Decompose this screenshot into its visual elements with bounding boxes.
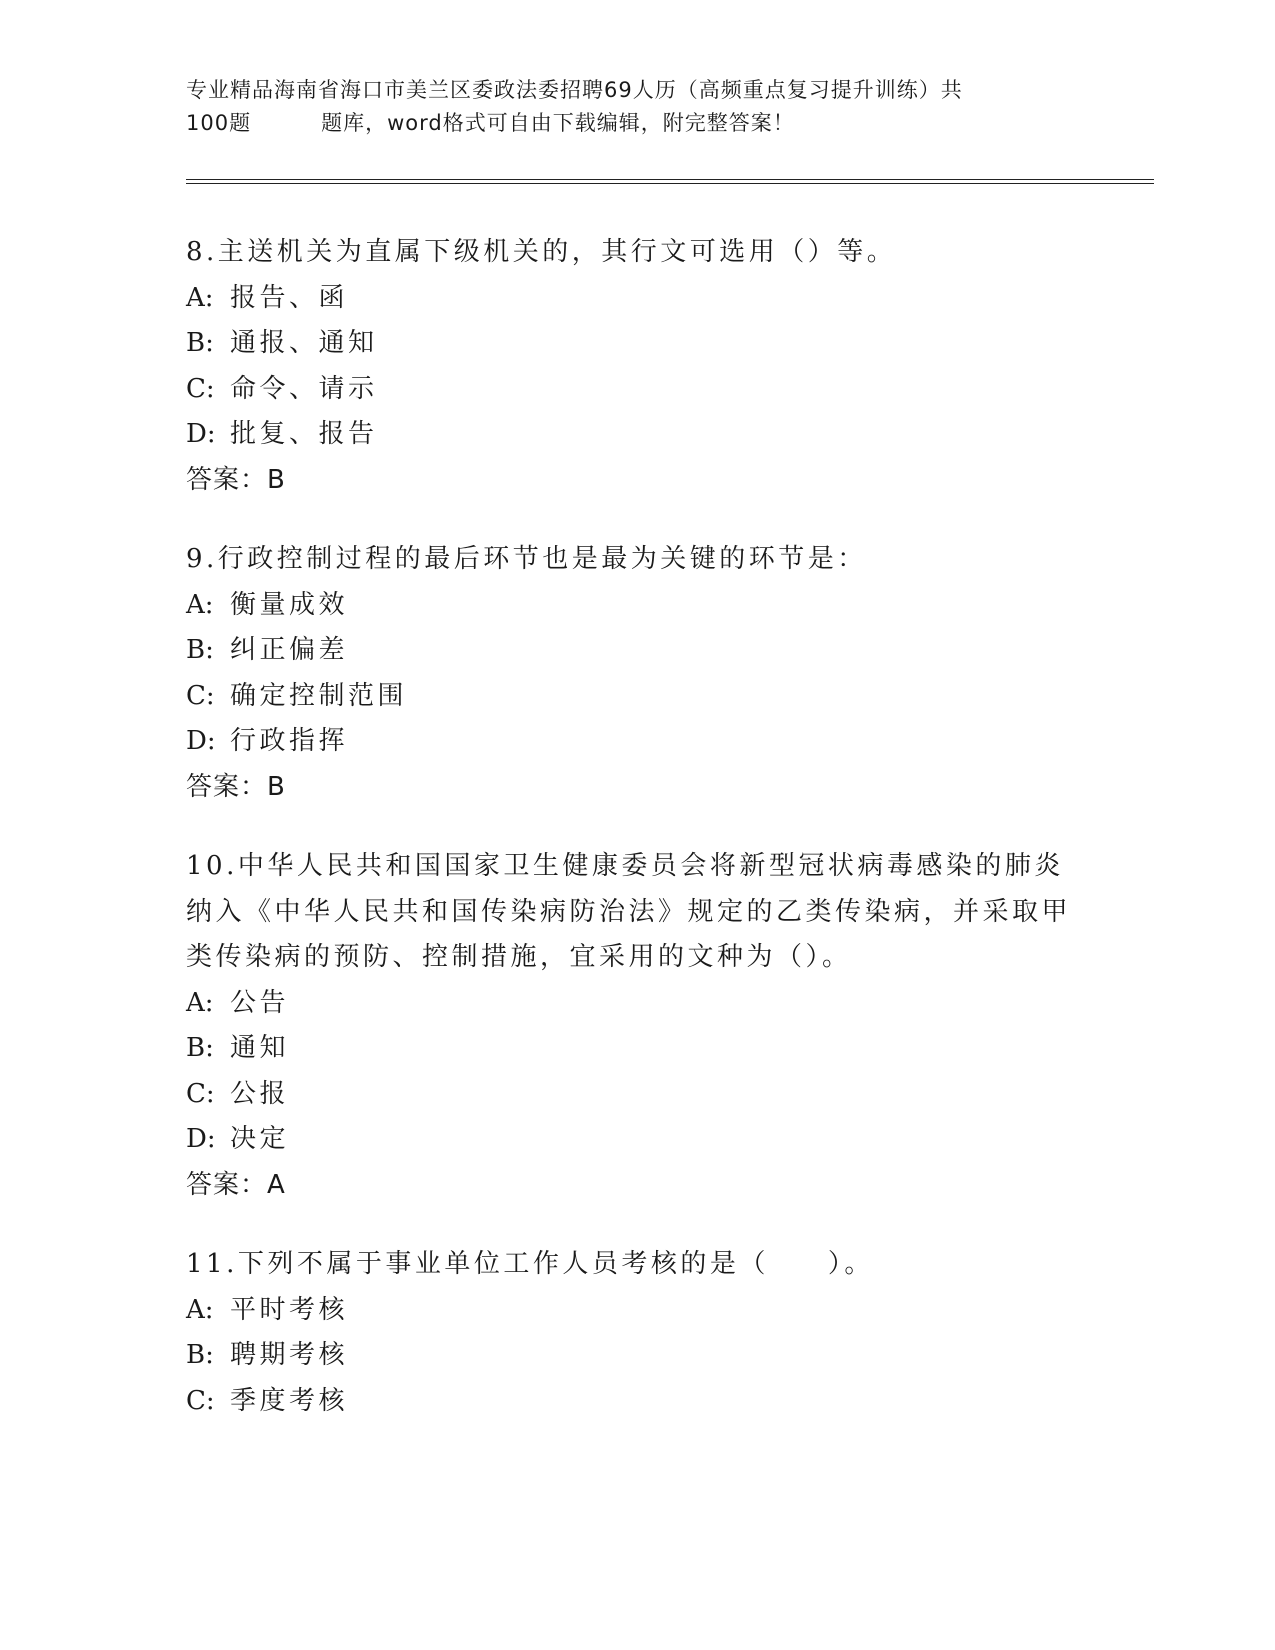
header-divider-bottom [186,183,1154,184]
option-label: C: [186,1385,215,1416]
option-label: D: [186,419,216,449]
option-b [186,628,1086,674]
option-text: 聘期考核 [230,1340,349,1370]
question-stem: 11.下列不属于事业单位工作人员考核的是（ ）。 [186,1249,874,1279]
option-b [186,1026,1086,1072]
question-10 [186,844,1086,1208]
header-description: 题库，word格式可自由下载编辑，附完整答案！ [321,111,795,135]
option-label: B: [186,635,214,665]
option-b [186,1333,1086,1379]
option-d [186,719,1086,765]
option-b [186,321,1086,367]
option-c [186,1379,1086,1425]
option-text: 季度考核 [230,1385,349,1416]
option-d [186,1117,1086,1163]
option-c [186,674,1086,720]
header-divider-top [186,179,1154,180]
option-text: 行政指挥 [230,726,349,756]
option-label: D: [186,1124,216,1154]
answer: 答案：B [186,464,286,495]
option-text: 公报 [230,1078,290,1109]
option-label: D: [186,726,216,756]
option-d [186,412,1086,458]
question-stem: 8.主送机关为直属下级机关的，其行文可选用（）等。 [186,237,897,267]
option-text: 报告、函 [230,282,349,313]
option-text: 纠正偏差 [230,635,349,665]
option-a [186,276,1086,322]
option-label: C: [186,680,215,711]
question-8 [186,230,1086,503]
option-label: A: [186,1294,214,1325]
header-line-2 [186,107,1086,140]
question-11 [186,1242,1086,1424]
option-a [186,981,1086,1027]
option-a [186,583,1086,629]
option-c [186,367,1086,413]
option-label: B: [186,1033,214,1063]
header-line-1: 专业精品海南省海口市美兰区委政法委招聘69人历（高频重点复习提升训练）共 [186,78,963,102]
header-count: 100题 [186,111,252,135]
question-stem: 9.行政控制过程的最后环节也是最为关键的环节是： [186,544,867,574]
document-header [186,74,1086,140]
option-text: 公告 [230,987,290,1018]
option-text: 确定控制范围 [230,680,408,711]
answer: 答案：A [186,1169,286,1200]
option-text: 批复、报告 [230,419,378,449]
option-label: B: [186,1340,214,1370]
option-label: A: [186,987,214,1018]
question-list [186,230,1086,1458]
question-stem: 10.中华人民共和国国家卫生健康委员会将新型冠状病毒感染的肺炎纳入《中华人民共和国传染病防治法》规定的乙类传染病，并采取甲类传染病的预防、控制措施，宜采用的文种为（）。 [186,851,1072,972]
option-label: A: [186,589,214,620]
option-text: 通报、通知 [230,328,378,358]
option-text: 通知 [230,1033,290,1063]
option-label: C: [186,1078,215,1109]
answer: 答案：B [186,771,286,802]
option-text: 命令、请示 [230,373,378,404]
option-text: 平时考核 [230,1294,349,1325]
option-c [186,1072,1086,1118]
option-a [186,1288,1086,1334]
question-9 [186,537,1086,810]
option-label: C: [186,373,215,404]
option-label: A: [186,282,214,313]
option-text: 决定 [230,1124,290,1154]
option-text: 衡量成效 [230,589,349,620]
option-label: B: [186,328,214,358]
